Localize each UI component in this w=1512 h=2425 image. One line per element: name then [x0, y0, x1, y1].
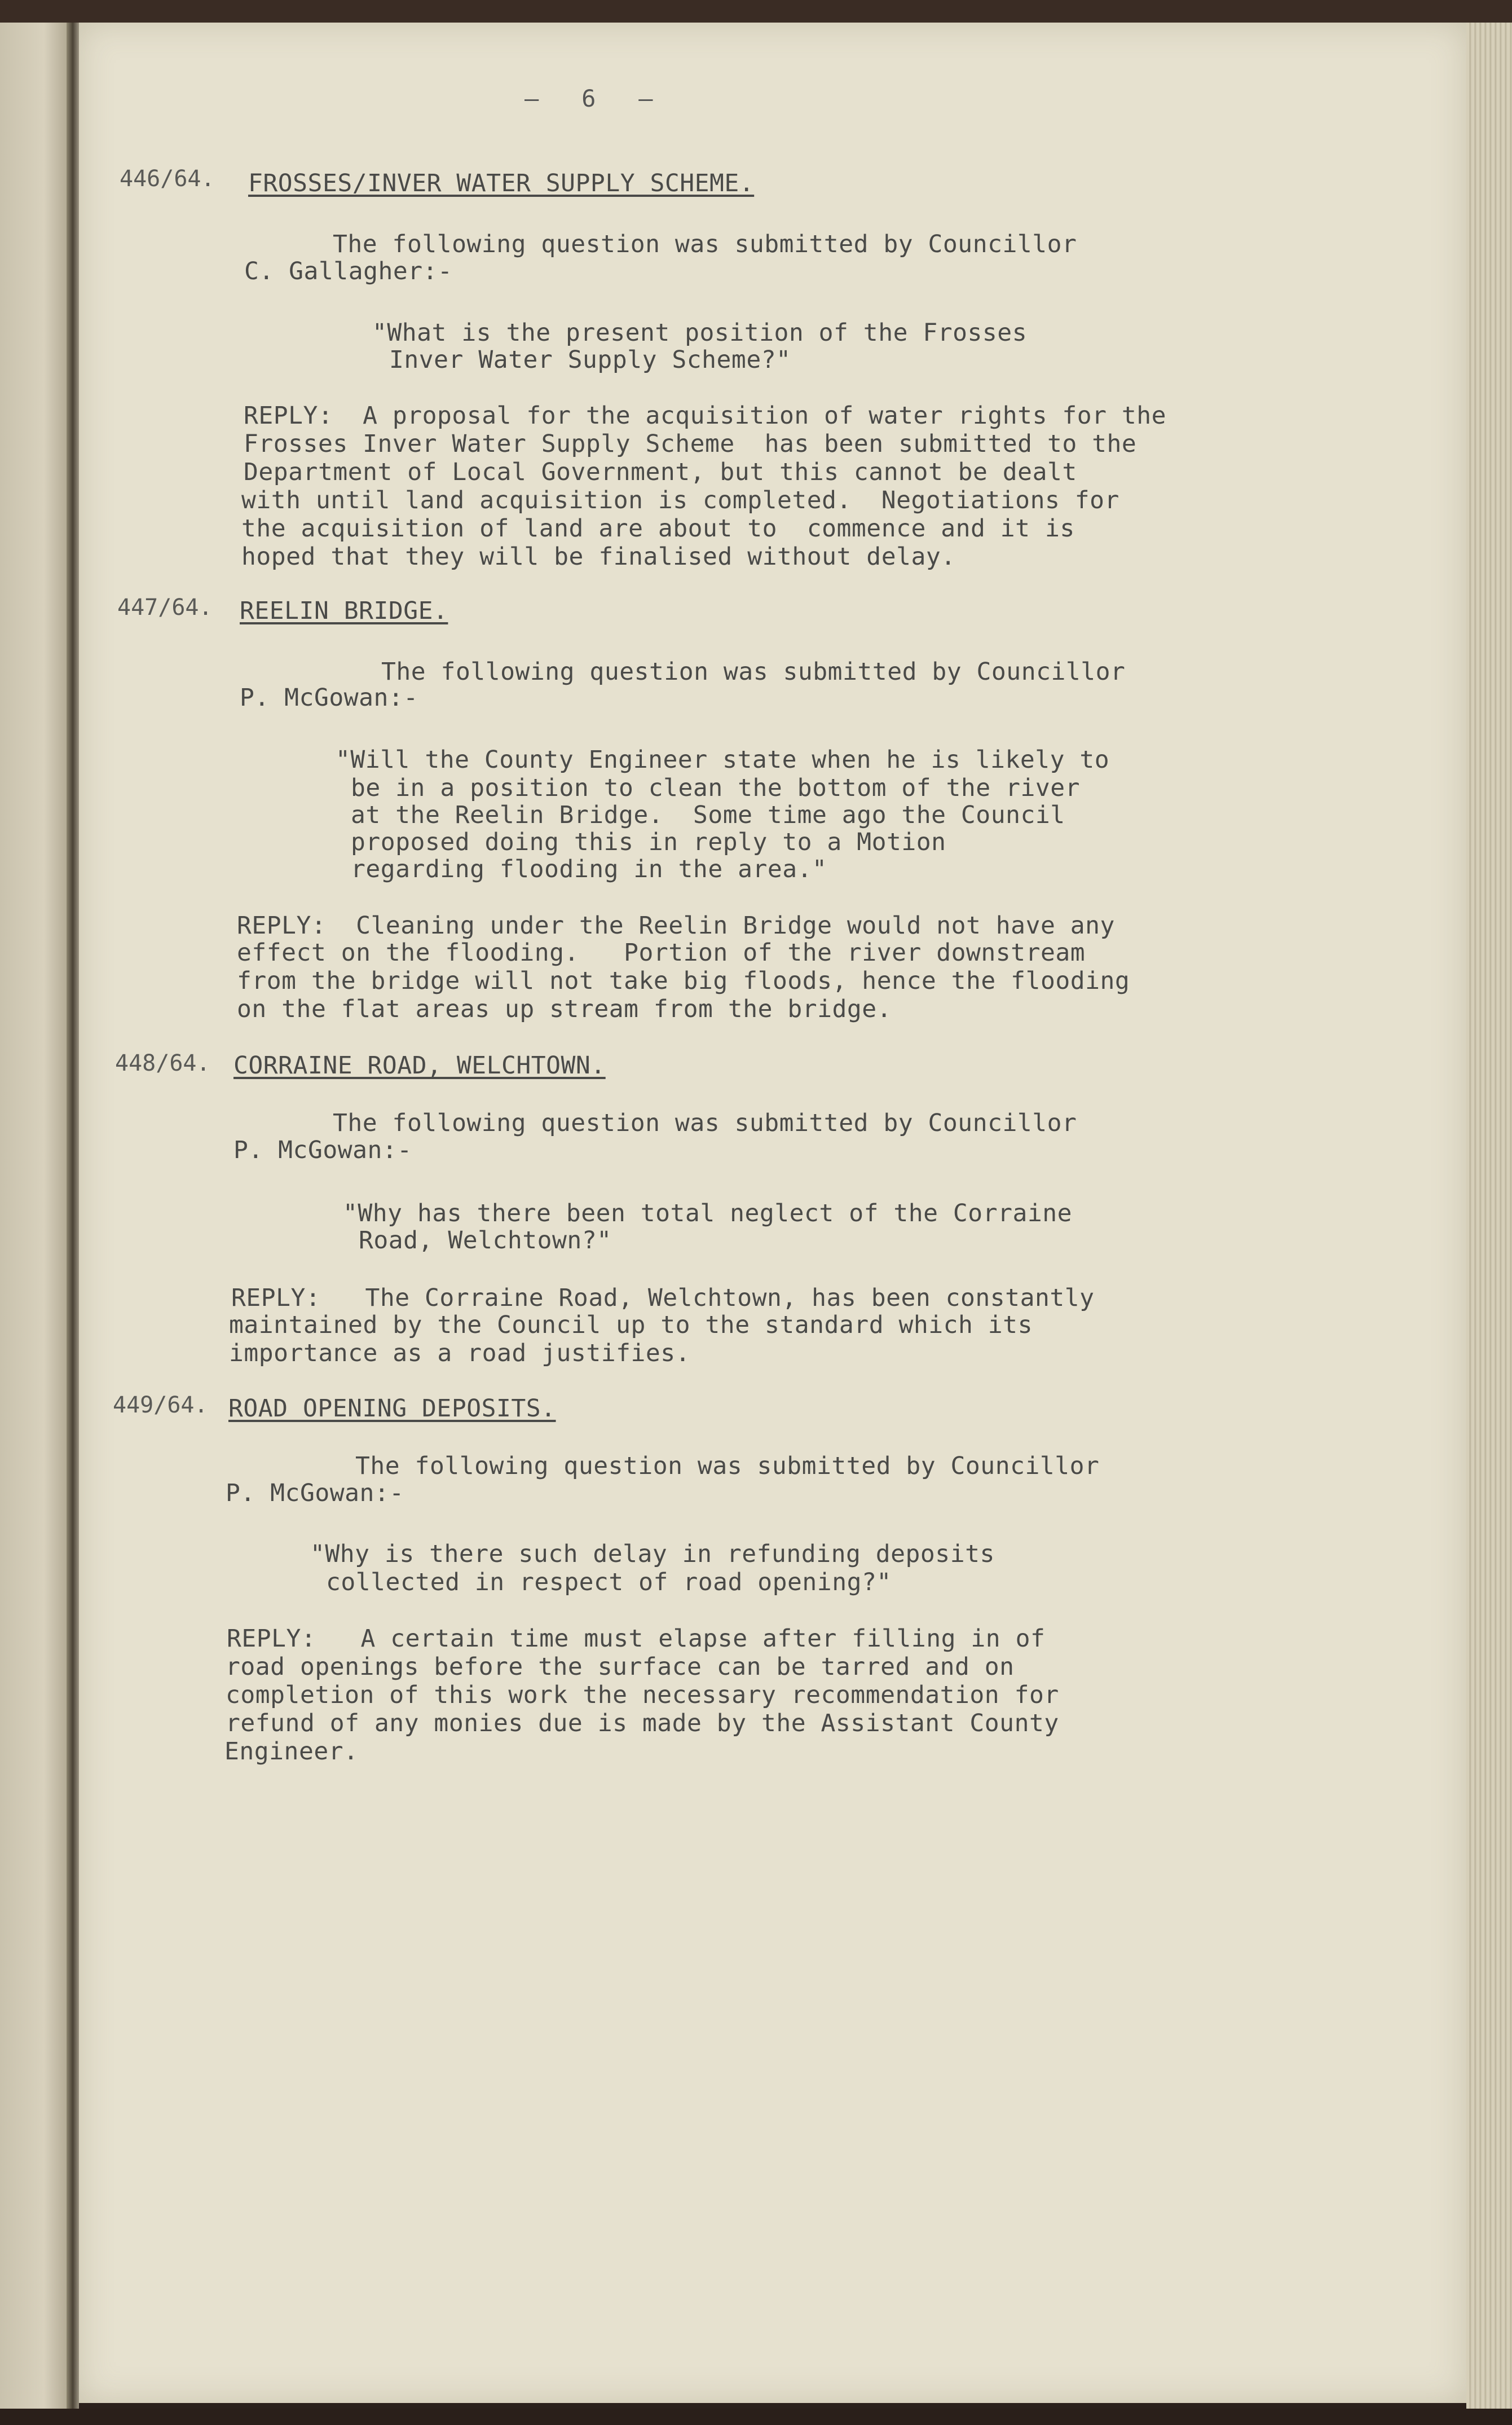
- page-number: – 6 –: [524, 85, 653, 112]
- item-heading: REELIN BRIDGE.: [240, 597, 448, 625]
- intro-line: The following question was submitted by Councillor: [381, 658, 1126, 686]
- question-line: regarding flooding in the area.": [351, 855, 827, 883]
- reply-line: REPLY: A proposal for the acquisition of water rights for the: [244, 402, 1167, 430]
- reply-line: completion of this work the necessary recommendation for: [226, 1681, 1059, 1709]
- question-line: "Why is there such delay in refunding deposits: [310, 1540, 995, 1568]
- intro-line: P. McGowan:-: [233, 1136, 412, 1164]
- reply-line: refund of any monies due is made by the Assistant County: [226, 1709, 1059, 1737]
- book-gutter: [67, 23, 79, 2409]
- question-line: Inver Water Supply Scheme?": [389, 346, 791, 374]
- item-heading: ROAD OPENING DEPOSITS.: [228, 1394, 556, 1423]
- item-number: 446/64.: [120, 166, 215, 192]
- reply-line: Frosses Inver Water Supply Scheme has been submitted to the: [244, 430, 1137, 458]
- question-line: "Will the County Engineer state when he is likely to: [336, 746, 1110, 774]
- reply-line: maintained by the Council up to the standard which its: [229, 1311, 1033, 1339]
- item-heading: CORRAINE ROAD, WELCHTOWN.: [233, 1051, 606, 1080]
- question-line: Road, Welchtown?": [359, 1226, 612, 1255]
- item-number: 448/64.: [115, 1050, 210, 1076]
- reply-line: REPLY: The Corraine Road, Welchtown, has been constantly: [231, 1284, 1095, 1312]
- reply-line: with until land acquisition is completed. Negotiations for: [241, 486, 1119, 514]
- reply-line: on the flat areas up stream from the bridge.: [237, 995, 892, 1023]
- reply-line: REPLY: A certain time must elapse after filling in of: [227, 1625, 1046, 1653]
- intro-line: The following question was submitted by Councillor: [333, 1109, 1077, 1137]
- question-line: collected in respect of road opening?": [326, 1568, 892, 1596]
- intro-line: C. Gallagher:-: [244, 257, 453, 285]
- question-line: at the Reelin Bridge. Some time ago the Council: [351, 801, 1065, 829]
- facing-page-edge: [0, 23, 73, 2409]
- question-line: be in a position to clean the bottom of the river: [351, 774, 1081, 802]
- intro-line: P. McGowan:-: [226, 1479, 404, 1507]
- reply-line: road openings before the surface can be tarred and on: [226, 1653, 1015, 1681]
- reply-line: effect on the flooding. Portion of the river downstream: [237, 939, 1086, 967]
- intro-line: The following question was submitted by Councillor: [333, 230, 1077, 258]
- question-line: "Why has there been total neglect of the Corraine: [343, 1199, 1073, 1227]
- reply-line: REPLY: Cleaning under the Reelin Bridge would not have any: [237, 912, 1115, 940]
- question-line: "What is the present position of the Frosses: [372, 319, 1028, 347]
- item-number: 447/64.: [117, 595, 213, 620]
- reply-line: Department of Local Government, but this cannot be dealt: [244, 458, 1077, 486]
- item-heading: FROSSES/INVER WATER SUPPLY SCHEME.: [248, 169, 755, 197]
- reply-line: the acquisition of land are about to commence and it is: [241, 514, 1075, 543]
- reply-line: from the bridge will not take big floods, hence the flooding: [237, 967, 1130, 995]
- page-stack-edge: [1466, 23, 1512, 2409]
- item-number: 449/64.: [113, 1392, 208, 1418]
- question-line: proposed doing this in reply to a Motion: [351, 828, 946, 856]
- reply-line: hoped that they will be finalised without delay.: [241, 543, 956, 571]
- book-bottom-edge: [0, 2409, 1512, 2425]
- intro-line: P. McGowan:-: [240, 684, 418, 712]
- intro-line: The following question was submitted by Councillor: [355, 1452, 1100, 1480]
- reply-line: Engineer.: [224, 1737, 359, 1766]
- reply-line: importance as a road justifies.: [229, 1339, 691, 1367]
- book-top-edge: [0, 0, 1512, 23]
